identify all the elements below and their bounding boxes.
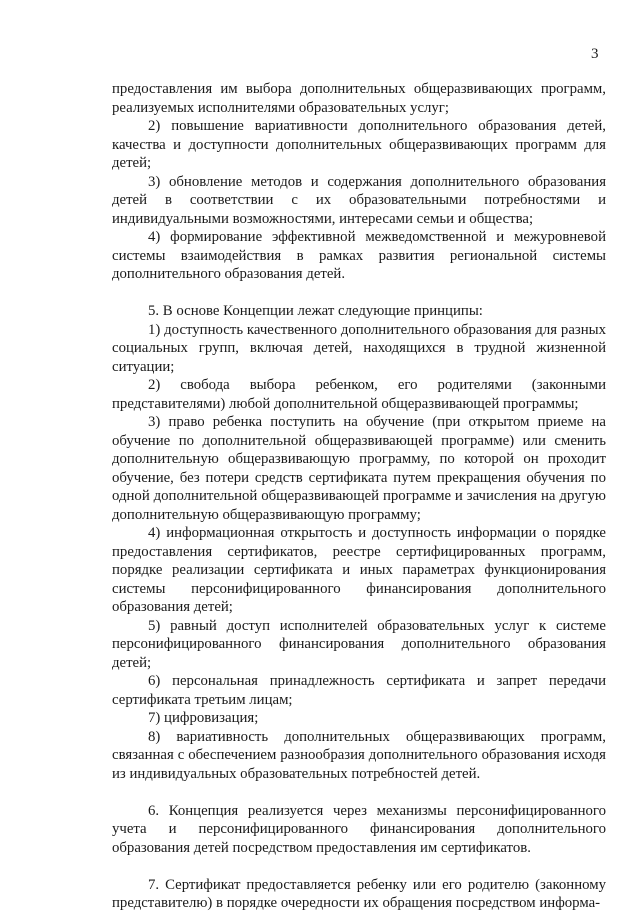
list-item-principle-2: 2) свобода выбора ребенком, его родителями (законными представителями) любой дополнительной общеразвивающей программы;	[112, 377, 606, 412]
list-item-goal-2: 2) повышение вариативности дополнительного образования детей, качества и доступности дополнительных общеразвивающих программ для детей;	[112, 118, 606, 171]
list-item-principle-4: 4) информационная открытость и доступность информации о порядке предоставления сертификатов, реестре сертифицированных программ, порядке реализации сертификата и иных параметрах функционирования системы персонифицированного финансирования дополнительного образования детей;	[112, 525, 606, 615]
section-5-heading: 5. В основе Концепции лежат следующие принципы:	[148, 303, 483, 319]
list-item-goal-4: 4) формирование эффективной межведомственной и межуровневой системы взаимодействия в рамках развития региональной системы дополнительного образования детей.	[112, 229, 606, 282]
list-item-principle-8: 8) вариативность дополнительных общеразвивающих программ, связанная с обеспечением разнообразия дополнительного образования исходя из индивидуальных образовательных потребностей детей.	[112, 728, 606, 782]
document-body	[112, 80, 606, 913]
paragraph-continuation: предоставления им выбора дополнительных общеразвивающих программ, реализуемых исполнителями образовательных услуг;	[112, 81, 606, 116]
list-item-principle-1: 1) доступность качественного дополнительного образования для разных социальных групп, включая детей, находящихся в трудной жизненной ситуации;	[112, 321, 606, 375]
list-item-principle-6: 6) персональная принадлежность сертификата и запрет передачи сертификата третьим лицам;	[112, 673, 606, 708]
section-6-paragraph: 6. Концепция реализуется через механизмы персонифицированного учета и персонифицированного финансирования дополнительного образования детей посредством предоставления им сертификатов.	[112, 802, 606, 856]
section-7-paragraph: 7. Сертификат предоставляется ребенку или его родителю (законному представителю) в порядке очередности их обращения посредством информа-	[112, 876, 606, 911]
page-number: 3	[591, 46, 599, 62]
list-item-principle-3: 3) право ребенка поступить на обучение (при открытом приеме на обучение по дополнительной общеразвивающей программе) или сменить дополнительную общеразвивающую программу, по которой он проходит обучение, без потери средств сертификата путем прекращения обучения по одной дополнительной общеразвивающей программе и зачисления на другую дополнительную общеразвивающую программу;	[112, 414, 606, 523]
list-item-goal-3: 3) обновление методов и содержания дополнительного образования детей в соответствии с их образовательными потребностями и индивидуальными возможностями, интересами семьи и общества;	[112, 173, 606, 227]
list-item-principle-5: 5) равный доступ исполнителей образовательных услуг к системе персонифицированного финансирования дополнительного образования детей;	[112, 617, 606, 671]
list-item-principle-7: 7) цифровизация;	[148, 710, 259, 726]
